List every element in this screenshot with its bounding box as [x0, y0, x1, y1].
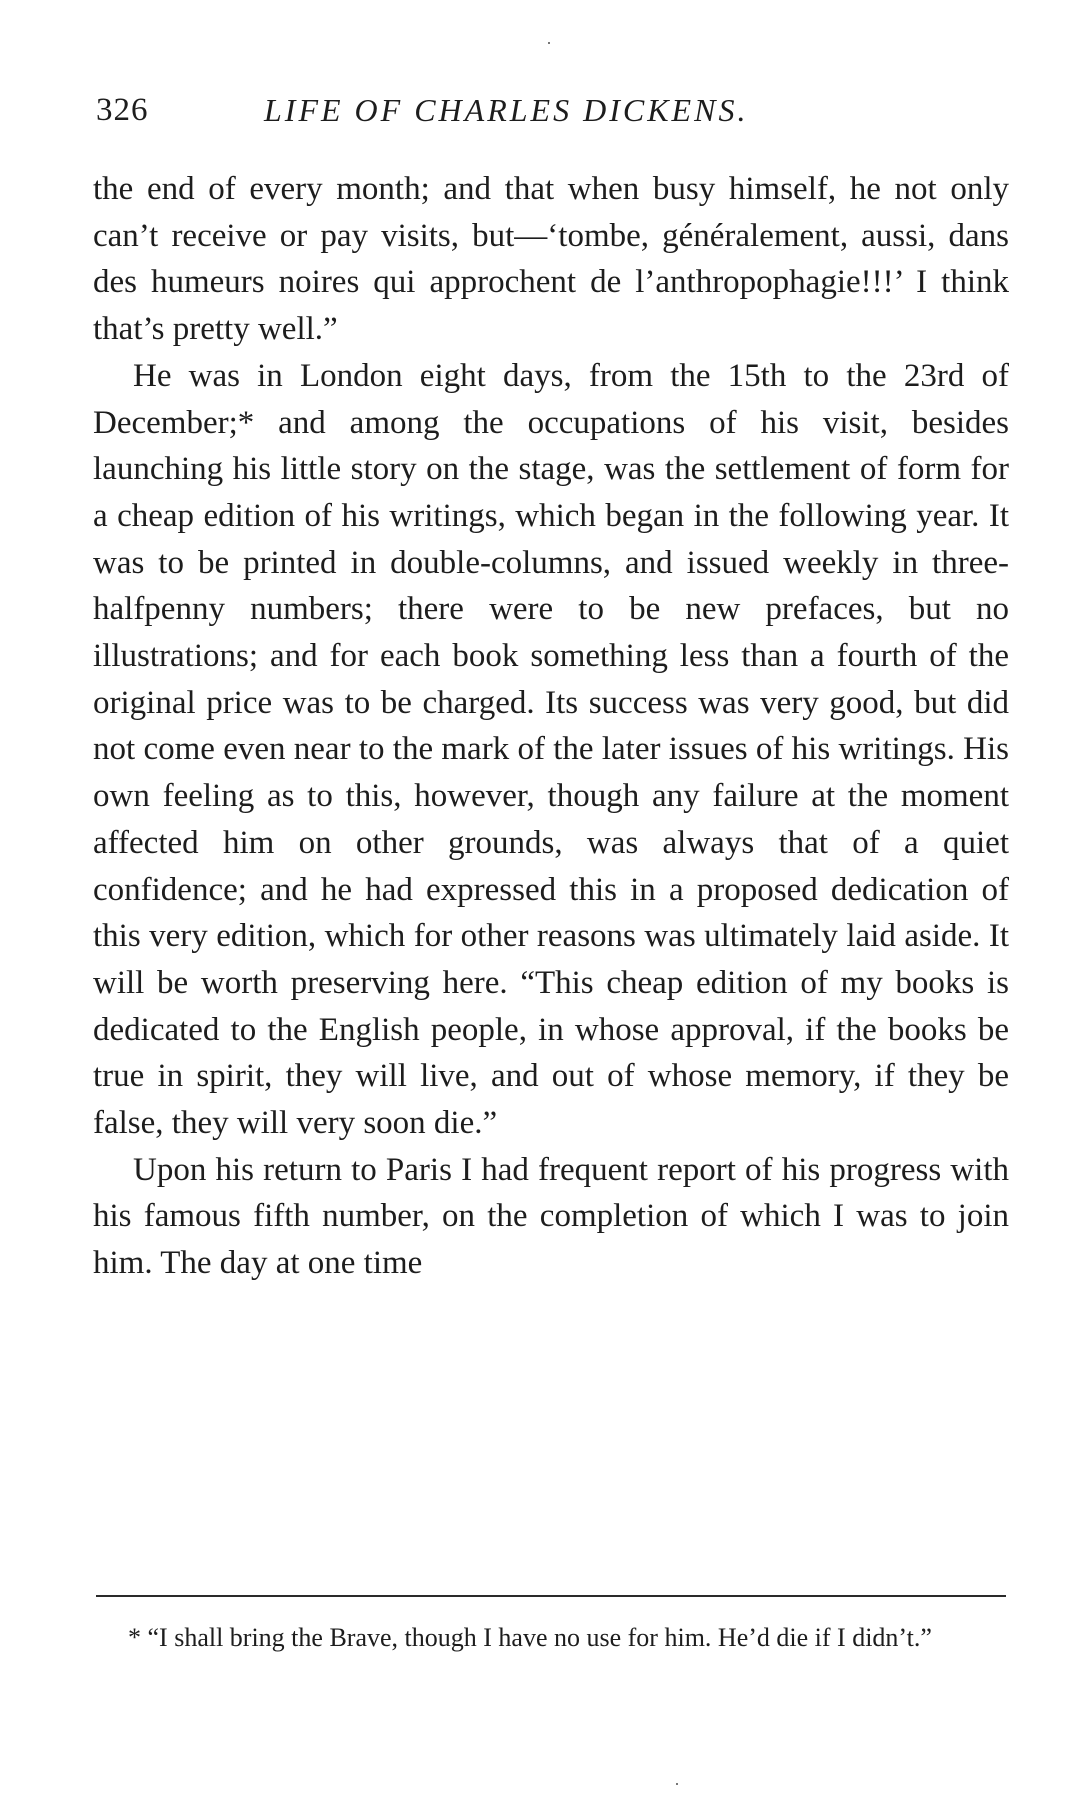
- paragraph-continued: the end of every month; and that when busy himself, he not only can’t receive or pay visits, but—‘tombe, généralement, aussi, dans des humeurs noires qui approchent de l’anthropophagie!!!’ I think that’s pretty well.”: [93, 171, 1009, 348]
- page-header: [96, 92, 1002, 138]
- page-number: 326: [96, 92, 149, 128]
- scan-speck: [548, 42, 550, 44]
- scan-speck: [676, 1783, 678, 1785]
- running-head: LIFE OF CHARLES DICKENS.: [264, 92, 749, 128]
- footnote: * “I shall bring the Brave, though I have no use for him. He’d die if I didn’t.”: [128, 1623, 932, 1652]
- paragraph: Upon his return to Paris I had frequent report of his progress with his famous fifth number, on the completion of which I was to join him. The day at one time: [93, 1151, 1009, 1282]
- body-text: [93, 166, 1009, 1287]
- footnote-rule: [96, 1595, 1006, 1597]
- paragraph: He was in London eight days, from the 15th to the 23rd of December;* and among the occupations of his visit, besides launching his little story on the stage, was the settlement of form for a cheap edition of his writings, which began in the following year. It was to be printed in double-columns, and issued weekly in three-halfpenny numbers; there were to be new prefaces, but no illustrations; and for each book something less than a fourth of the original price was to be charged. Its success was very good, but did not come even near to the mark of the later issues of his writings. His own feeling as to this, however, though any failure at the moment affected him on other grounds, was always that of a quiet confidence; and he had expressed this in a proposed dedication of this very edition, which for other reasons was ultimately laid aside. It will be worth preserving here. “This cheap edition of my books is dedicated to the English people, in whose approval, if the books be true in spirit, they will live, and out of whose memory, if they be false, they will very soon die.”: [93, 357, 1009, 1142]
